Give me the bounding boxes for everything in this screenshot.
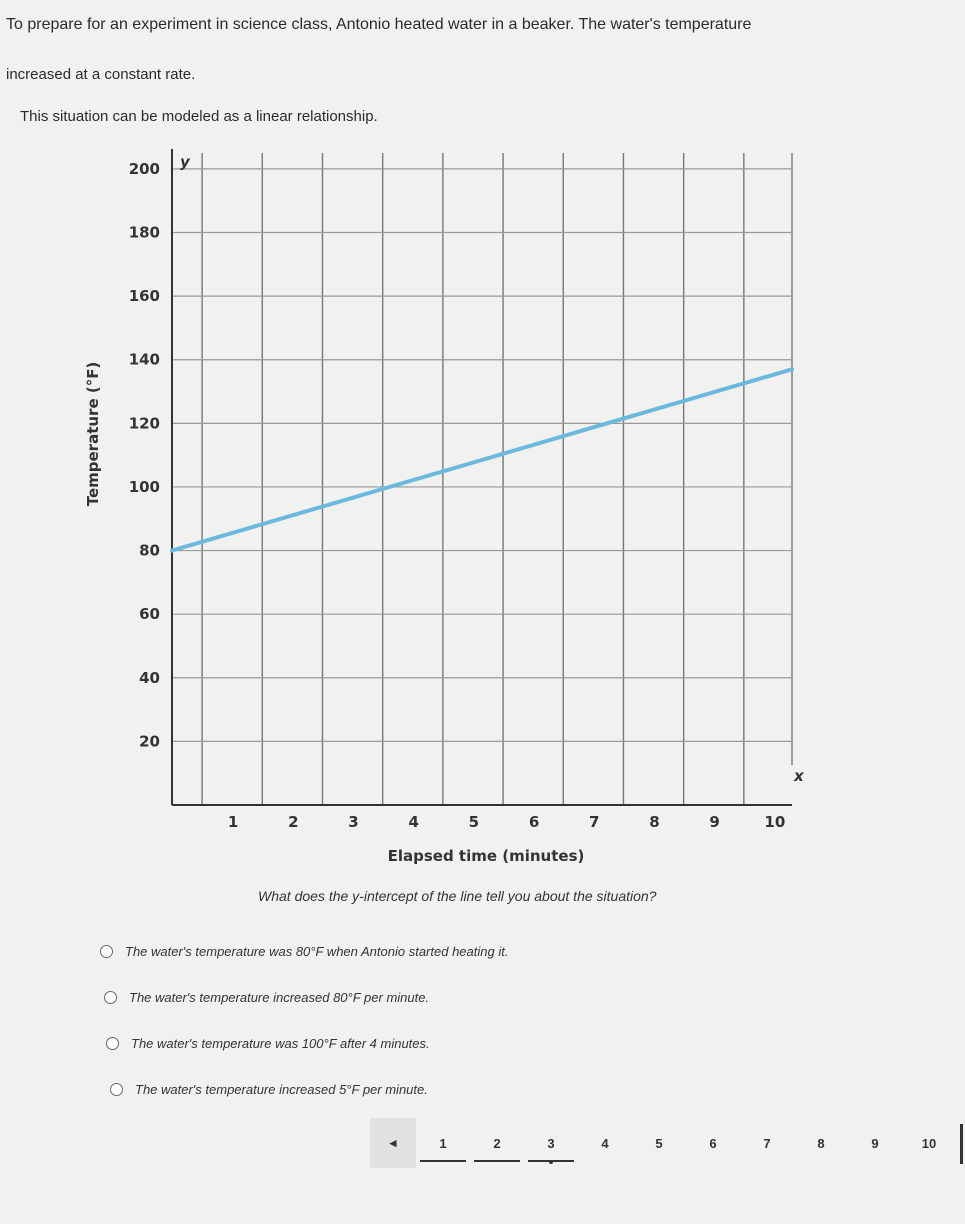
page-button-6[interactable]: 6 <box>709 1135 717 1151</box>
y-tick-label: 40 <box>139 668 160 687</box>
page-button-label: 3 <box>547 1135 555 1151</box>
answer-option-d[interactable] <box>110 1078 508 1100</box>
option-label: The water's temperature increased 80°F per minute. <box>129 989 430 1005</box>
prompt-line-1: To prepare for an experiment in science class, Antonio heated water in a beaker. The water's temperature <box>6 16 752 33</box>
question-text: What does the y-intercept of the line tell you about the situation? <box>258 888 657 904</box>
option-label: The water's temperature was 80°F when Antonio started heating it. <box>125 943 509 959</box>
x-tick-label: 8 <box>649 813 660 831</box>
y-tick-label: 120 <box>128 414 160 433</box>
y-tick-label: 80 <box>139 541 160 560</box>
x-tick-label: 9 <box>709 813 720 831</box>
x-tick-label: 6 <box>528 813 540 831</box>
x-tick-label: 7 <box>589 813 600 831</box>
y-axis-letter: y <box>180 153 190 171</box>
x-tick-label: 10 <box>764 813 786 831</box>
prompt-line-2: increased at a constant rate. <box>6 66 196 83</box>
page-button-7[interactable]: 7 <box>763 1135 771 1151</box>
y-tick-label: 160 <box>128 287 160 306</box>
option-label: The water's temperature was 100°F after 4 minutes. <box>131 1035 430 1051</box>
pager-end-bar <box>960 1124 963 1164</box>
answer-options <box>100 940 508 1124</box>
x-axis-title: Elapsed time (minutes) <box>387 847 585 865</box>
x-tick-label: 5 <box>468 813 480 831</box>
page-button-8[interactable]: 8 <box>817 1135 825 1151</box>
answer-option-a[interactable] <box>100 940 508 962</box>
radio-button[interactable] <box>100 945 113 958</box>
y-axis-title: Temperature (°F) <box>84 361 102 507</box>
y-tick-label: 200 <box>128 159 160 178</box>
page-button-9[interactable]: 9 <box>871 1135 879 1151</box>
previous-page-button[interactable]: ◂ <box>370 1118 416 1168</box>
y-tick-label: 180 <box>128 223 160 242</box>
option-label: The water's temperature increased 5°F per minute. <box>135 1081 428 1097</box>
question-pager <box>370 1118 956 1168</box>
x-tick-label: 1 <box>227 813 239 831</box>
prompt-line-3: This situation can be modeled as a linear relationship. <box>20 108 378 125</box>
radio-button[interactable] <box>106 1037 119 1050</box>
page-button-3[interactable] <box>524 1118 578 1168</box>
x-tick-label: 2 <box>288 813 299 831</box>
page-button-4[interactable]: 4 <box>601 1135 609 1151</box>
y-tick-label: 20 <box>139 732 160 751</box>
page-button-5[interactable]: 5 <box>655 1135 663 1151</box>
series-line <box>172 369 792 550</box>
y-tick-label: 100 <box>128 477 160 496</box>
line-chart <box>70 145 810 875</box>
x-axis-letter: x <box>794 767 804 785</box>
x-tick-label: 3 <box>348 813 359 831</box>
y-tick-label: 140 <box>128 350 160 369</box>
page-button-10[interactable]: 10 <box>921 1135 937 1151</box>
answer-option-c[interactable] <box>106 1032 508 1054</box>
radio-button[interactable] <box>110 1083 123 1096</box>
current-page-indicator <box>549 1160 553 1164</box>
page-button-2[interactable]: 2 <box>470 1118 524 1168</box>
x-tick-label: 4 <box>408 813 419 831</box>
page-button-1[interactable]: 1 <box>416 1118 470 1168</box>
y-tick-label: 60 <box>139 605 160 624</box>
answer-option-b[interactable] <box>104 986 508 1008</box>
radio-button[interactable] <box>104 991 117 1004</box>
